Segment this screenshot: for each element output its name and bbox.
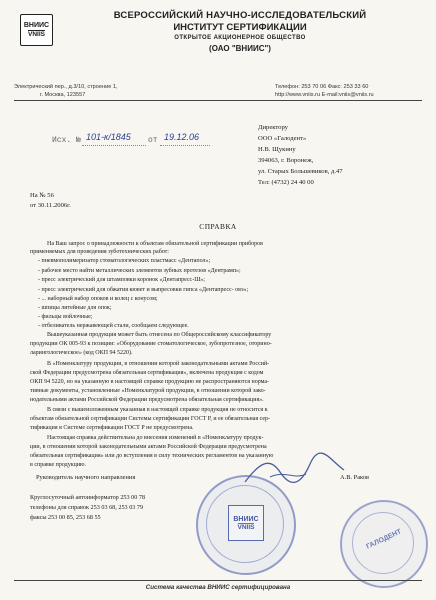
- para2-line4: тивные документы, установленные «Номенклатурой продукции, в отношении которой зако-: [30, 388, 266, 394]
- ref-date: 19.12.06: [164, 132, 200, 142]
- address-line2: г. Москва, 123557: [40, 92, 86, 98]
- org-name-line2: ИНСТИТУТ СЕРТИФИКАЦИИ: [173, 22, 307, 33]
- phone-line: Телефон: 253 70 06 Факс: 253 33 60: [275, 84, 369, 90]
- list-item: - шпицы литейные для опок;: [38, 305, 112, 311]
- list-item: - пресс электрический для штамповки коронок «Дентапресс-Ш»;: [38, 277, 205, 283]
- stamp-logo-top: ВНИИС: [233, 515, 259, 523]
- faxes-line: факсы 253 00 85, 253 68 55: [30, 514, 101, 521]
- ref-number: 101-к/1845: [86, 132, 131, 142]
- document-title: СПРАВКА: [199, 222, 237, 231]
- ref-date-underline: [160, 145, 210, 146]
- para3-line2: объектам обязательной сертификации Системы сертификации ГОСТ Р, и ее обязательная сер-: [30, 416, 270, 422]
- org-logo: [20, 14, 53, 46]
- org-name-line1: ВСЕРОССИЙСКИЙ НАУЧНО-ИССЛЕДОВАТЕЛЬСКИЙ: [113, 10, 367, 21]
- para4-line2: ции, в отношении которой законодательными актами Российской Федерации предусмотрена: [30, 444, 267, 450]
- ref-prefix: Исх. №: [52, 136, 81, 145]
- intro-line2: применяемых для проведения зуботехнических работ:: [30, 249, 169, 255]
- para1-line1: Вышеуказанная продукция может быть отнесена по Общероссийскому классификатору: [47, 332, 272, 338]
- para2-line3: ОКП 94 5220, но на указанную в настоящей справке продукцию не распространяются норма-: [30, 379, 270, 385]
- recipient-company: ООО «Галодент»: [258, 135, 307, 142]
- footer-rule: [14, 580, 422, 581]
- logo-top-text: ВНИИС: [23, 21, 50, 29]
- para1-line2: продукции ОК 005-93 к позиции: «Оборудование стоматологическое, зубопротезное, оторино-: [30, 341, 272, 347]
- ref-number-underline: [82, 145, 146, 146]
- para4-line1: Настоящая справка действительна до внесения изменений в «Номенклатуру продук-: [47, 435, 264, 441]
- date-prefix: от: [148, 136, 158, 145]
- company-stamp-text: ГАЛОДЕНТ: [365, 528, 403, 551]
- para4-line4: в справке продукцию.: [30, 462, 87, 468]
- web-line: http://www.vniis.ru E-mail:vniis@vniis.ru: [275, 92, 374, 98]
- signatory-name: А.В. Раков: [340, 474, 370, 481]
- list-item: - пресс электрический для обжатия кювет и выпресовки гипса «Дентапресс- овэ»;: [38, 287, 249, 293]
- list-item: - ... наборный набор опоков и колец с конусом;: [38, 296, 158, 302]
- para3-line1: В связи с вышеизложенным указанная в настоящей справке продукция не относится к: [47, 407, 268, 413]
- phones-line: телефоны для справок 253 03 68, 253 03 79: [30, 504, 144, 511]
- para2-line2: ской Федерации предусмотрена обязательная сертификация», включена продукция с кодом: [30, 370, 264, 376]
- para2-line5: нодательными актами Российской Федерации предусмотрена обязательная сертификация».: [30, 397, 264, 403]
- signatory-position: Руководитель научного направления: [36, 474, 136, 481]
- list-item: - рабочее место найти металлических элементов зубных протезов «Дентрамп»;: [38, 268, 241, 274]
- recipient-city: 394063, г. Воронеж,: [258, 157, 314, 164]
- org-name-line4: (ОАО "ВНИИС"): [209, 44, 271, 53]
- para2-line1: В «Номенклатуру продукции, в отношении которой законодательными актами Россий-: [47, 361, 270, 367]
- recipient-name: Н.В. Щукину: [258, 146, 296, 153]
- para3-line3: тификация в Системе сертификации ГОСТ Р не предусмотрена.: [30, 425, 194, 431]
- logo-bottom-text: VNIIS: [28, 30, 45, 38]
- incoming-number: На № 56: [30, 192, 54, 199]
- stamp-logo: [228, 505, 264, 541]
- header-rule: [14, 100, 422, 101]
- recipient-phone: Тел: (4732) 24 40 00: [258, 179, 314, 186]
- recipient-position: Директору: [258, 124, 288, 131]
- footer-text: Система качества ВНИИС сертифицирована: [145, 584, 291, 591]
- autoinformer-line: Круглосуточный автоинформатор 253 00 78: [30, 494, 146, 501]
- institute-stamp: [196, 475, 296, 575]
- incoming-date: от 30.11.2006г.: [30, 202, 71, 209]
- list-item: - пневмополимеризатор стоматологических пластмасс «Дентапол»;: [38, 258, 211, 264]
- stamp-logo-bottom: VNIIS: [237, 523, 255, 531]
- para1-line3: ларингологическое» (код ОКП 94 5220).: [30, 350, 133, 356]
- para4-line3: обязательная сертификация» или до вступления в силу технических регламентов на указанную: [30, 453, 274, 459]
- list-item: - фильцы войлочные;: [38, 314, 93, 320]
- org-name-line3: ОТКРЫТОЕ АКЦИОНЕРНОЕ ОБЩЕСТВО: [174, 35, 306, 41]
- recipient-street: ул. Старых Большевиков, д.47: [258, 168, 343, 175]
- outgoing-reference: [52, 132, 252, 149]
- list-item: - отбеливатель нержавеющей стали, сообщаем следующее.: [38, 323, 189, 329]
- address-line1: Электрический пер., д.3/10, строение 1,: [14, 84, 118, 90]
- intro-line1: На Ваш запрос о принадлежности к объектам обязательной сертификации приборов: [47, 241, 263, 247]
- company-stamp: [340, 500, 428, 588]
